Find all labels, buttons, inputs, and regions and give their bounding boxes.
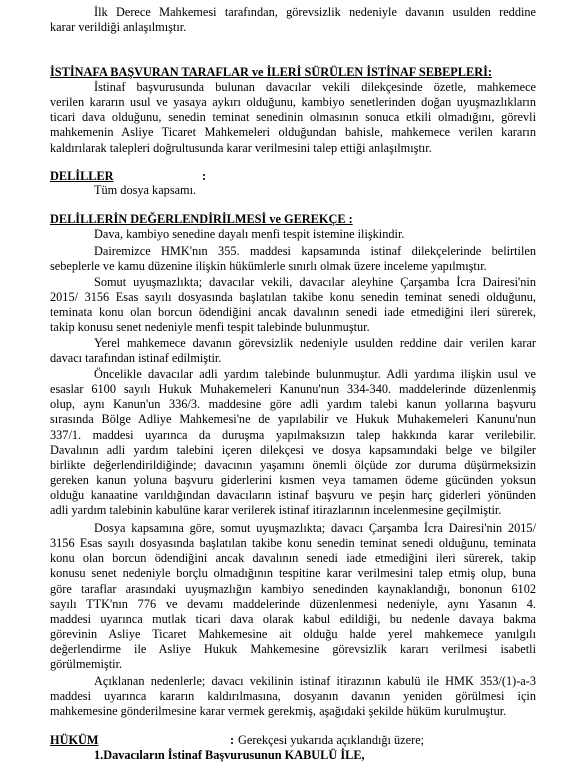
assessment-paragraph-5	[50, 367, 536, 519]
verdict-text: Gerekçesi yukarıda açıklandığı üzere;	[238, 733, 425, 747]
appeal-paragraph	[50, 80, 536, 156]
assessment-line: görevinin Asliye Ticaret Mahkemesine ait olduğu halde yerel mahkemece yanılgılı	[50, 627, 536, 642]
appeal-section-heading: İSTİNAFA BAŞVURAN TARAFLAR ve İLERİ SÜRÜLEN İSTİNAF SEBEPLERİ:	[50, 65, 492, 79]
assessment-paragraph-1	[50, 227, 536, 242]
assessment-line: maddesi uyarınca kararın kaldırılmasına, dosyanın davanın yeniden görülmesi için	[50, 689, 536, 704]
verdict-heading-label: HÜKÜM	[50, 733, 99, 747]
assessment-line: mahkemesine gönderilmesine karar vermek gerekmiş, aşağıdaki şekilde hüküm kurulmuştur.	[50, 704, 507, 719]
assessment-line: Dosya kapsamına göre, somut uyuşmazlıkta; davacı Çarşamba İcra Dairesi'nin 2015/	[94, 521, 536, 535]
assessment-paragraph-3	[50, 275, 536, 336]
assessment-line: birlikte değerlendirildiğinde; davacının yaşamını önemli ölçüde zor duruma düşürmeksizin	[50, 457, 536, 472]
assessment-line: Öncelikle davacılar adli yardım talebinde bulunmuştur. Adli yardıma ilişkin usul ve	[94, 367, 536, 381]
assessment-line: sayılı TTK'nın 776 ve devamı maddelerinde düzenlenmesi nedeniyle, aynı Yasanın 4.	[50, 596, 536, 611]
evidence-text: Tüm dosya kapsamı.	[94, 183, 197, 197]
assessment-line: olup, aynı Kanun'un 336/3. maddesine göre adli yardım talebi kanun yollarına başvuru	[50, 397, 536, 412]
appeal-line: ticari dava olduğunu, senedin teminat senedinin olmasının sonuca etkili olmadığını, görevli	[50, 110, 536, 125]
intro-line: İlk Derece Mahkemesi tarafından, görevsizlik nedeniyle davanın usulden reddine	[94, 5, 536, 19]
assessment-line: 2015/ 3156 Esas sayılı dosyasında başlatılan takibe konu senedin teminat senedi olduğunu,	[50, 290, 536, 305]
assessment-line: teminata konu olan borcun ödendiğini ancak davalının senedi iade etmediğini ileri sürerek,	[50, 305, 536, 320]
assessment-line: Açıklanan nedenlerle; davacı vekilinin istinaf itirazının kabulü ile HMK 353/(1)-a-3	[94, 674, 536, 688]
assessment-line: 3156 Esas sayılı dosyasında başlatılan takibe konu senedin teminat senedi olduğunu, teminata	[50, 536, 536, 551]
assessment-line: göre taraflar arasındaki uyuşmazlığın kambiyo senedinden kaynaklandığı, bononun 6102	[50, 581, 536, 596]
verdict-heading	[50, 733, 234, 748]
evidence-heading	[50, 169, 206, 184]
assessment-paragraph-7	[50, 674, 536, 719]
assessment-line: sırasında Bölge Adliye Mahkemesi'ne de yapılabilir ve Hukuk Muhakemeleri Kanunu'nun	[50, 412, 536, 427]
assessment-line: sebeplerle ve kamu düzenine ilişkin hükümlerle sınırlı olmak üzere inceleme yapılmıştır.	[50, 259, 487, 274]
appeal-line: verilen kararın usul ve yasaya aykırı olduğunu, kambiyo senetlerinden doğan uyuşmazlıkların	[50, 95, 536, 110]
assessment-paragraph-4	[50, 336, 536, 366]
assessment-line: esaslar 6100 sayılı Hukuk Muhakemeleri Kanunu'nun 334-340. maddelerinde düzenlenmiş	[50, 382, 536, 397]
assessment-paragraph-2	[50, 244, 536, 274]
verdict-heading-colon: :	[230, 733, 235, 747]
assessment-line: adli yardım talebinin kabulüne karar verilerek istinaf itirazlarının incelenmesine geçilmiştir.	[50, 503, 502, 518]
appeal-line: İstinaf başvurusunda bulunan davacılar vekili dilekçesinde özetle, mahkemece	[94, 80, 536, 94]
assessment-line: Dava, kambiyo senedine dayalı menfi tespit istemine ilişkindir.	[94, 227, 405, 241]
assessment-line: konu olan borcun ödendiğini ancak davalının senedi iade etmediğini ileri sürerek, takip	[50, 551, 536, 566]
assessment-line: değerlendirme ile Asliye Hukuk Mahkemesine görevsizlik kararı verilmesi isabetli	[50, 642, 536, 657]
assessment-line: Dairemizce HMK'nın 355. maddesi kapsamında istinaf dilekçelerinde belirtilen	[94, 244, 536, 258]
assessment-paragraph-6	[50, 521, 536, 673]
assessment-line: davacı tarafından istinaf edilmiştir.	[50, 351, 222, 366]
evidence-heading-colon: :	[202, 169, 207, 183]
assessment-line: olduğu kanaatine varıldığından davacıların istinaf başvuru ve peşin harç giderleri yönünden	[50, 488, 536, 503]
appeal-line: mahkemenin Asliye Ticaret Mahkemeleri olduğundan bahisle, mahkemece verilen kararın	[50, 125, 536, 140]
intro-paragraph	[50, 5, 536, 35]
assessment-line: 337/1. maddesi uyarınca da duruşma yapılmaksızın talep hakkında karar verilebilir.	[50, 427, 536, 442]
evidence-heading-label: DELİLLER	[50, 169, 114, 183]
assessment-line: gereken kanun yoluna başvuru giderlerini kısmen veya tamamen ödeme gücünden yoksun	[50, 473, 536, 488]
assessment-line: görülmemiştir.	[50, 657, 123, 672]
intro-line: karar verildiği anlaşılmıştır.	[50, 20, 187, 35]
assessment-heading: DELİLLERİN DEĞERLENDİRİLMESİ ve GEREKÇE :	[50, 212, 353, 226]
verdict-item-1: 1.Davacıların İstinaf Başvurusunun KABULÜ İLE,	[94, 748, 365, 762]
appeal-line: kaldırılarak talepleri doğrultusunda karar verilmesini talep ettiği anlaşılmıştır.	[50, 140, 432, 155]
assessment-line: takip konusu senet nedeniyle menfi tespit talebinde bulunmuştur.	[50, 320, 370, 335]
assessment-line: Davalının adli yardım talebini içeren dilekçesi ve dosya kapsamındaki belge ve bilgiler	[50, 442, 536, 457]
assessment-line: maddesi uyarınca mutlak ticari dava olarak kabul edildiği, bu nedenle davaya bakma	[50, 611, 536, 626]
assessment-line: Somut uyuşmazlıkta; davacılar vekili, davacılar aleyhine Çarşamba İcra Dairesi'nin	[94, 275, 536, 289]
assessment-line: konusu senet nedeniyle borçlu olmadığının tespitine karar verilmesini talep etmiş olup, buna	[50, 566, 536, 581]
assessment-line: Yerel mahkemece davanın görevsizlik nedeniyle usulden reddine dair verilen karar	[94, 336, 536, 350]
